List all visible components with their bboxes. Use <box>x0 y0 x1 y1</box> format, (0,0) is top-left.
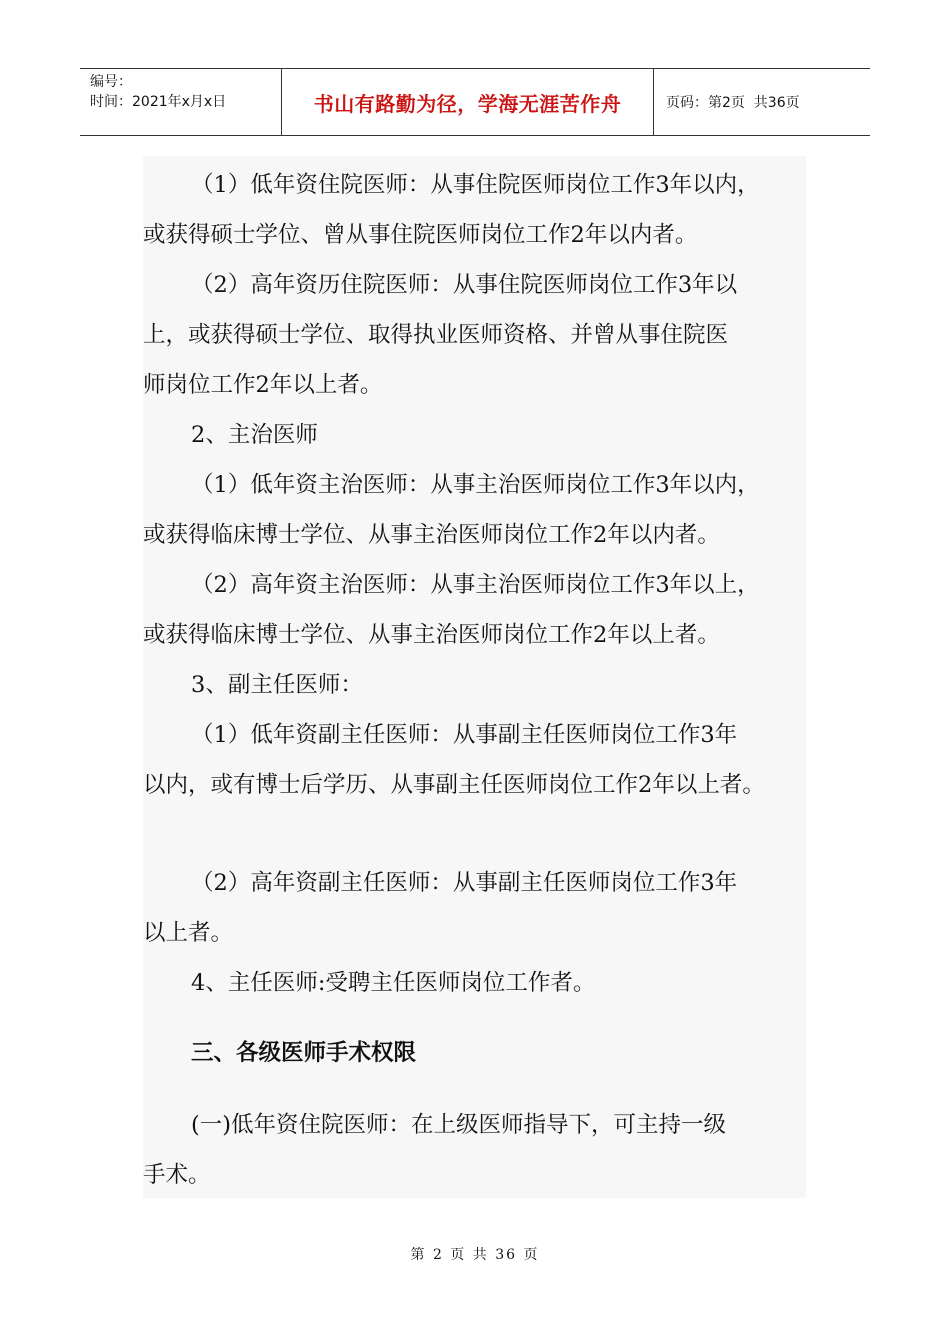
paragraph-line: （1）低年资住院医师：从事住院医师岗位工作3年以内， <box>191 172 760 198</box>
header-meta <box>80 69 282 135</box>
paragraph-line: 以内，或有博士后学历、从事副主任医师岗位工作2年以上者。 <box>143 772 765 798</box>
paragraph-line: 师岗位工作2年以上者。 <box>143 372 383 398</box>
page-footer: 第 2 页 共 36 页 <box>410 1247 540 1263</box>
header-motto: 书山有路勤为径，学海无涯苦作舟 <box>282 69 654 135</box>
paragraph-line: 上，或获得硕士学位、取得执业医师资格、并曾从事住院医 <box>143 322 729 348</box>
paragraph-line: （1）低年资主治医师：从事主治医师岗位工作3年以内， <box>191 472 760 498</box>
number-label: 编号： <box>90 74 132 90</box>
paragraph-line: 手术。 <box>143 1162 211 1188</box>
section-subtitle: 4、主任医师:受聘主任医师岗位工作者。 <box>191 970 596 996</box>
paragraph-line: （1）低年资副主任医师：从事副主任医师岗位工作3年 <box>191 722 738 748</box>
section-heading: 三、各级医师手术权限 <box>191 1040 417 1066</box>
paragraph-line: （2）高年资主治医师：从事主治医师岗位工作3年以上， <box>191 572 760 598</box>
paragraph-line: 或获得临床博士学位、从事主治医师岗位工作2年以上者。 <box>143 622 720 648</box>
paragraph-line: （2）高年资副主任医师：从事副主任医师岗位工作3年 <box>191 870 738 896</box>
paragraph-line: 或获得硕士学位、曾从事住院医师岗位工作2年以内者。 <box>143 222 698 248</box>
page-header <box>80 68 870 136</box>
section-subtitle: 2、主治医师 <box>191 422 318 448</box>
document-body <box>143 156 806 1198</box>
paragraph-line: （2）高年资历住院医师：从事住院医师岗位工作3年以 <box>191 272 738 298</box>
header-page-info <box>654 69 870 135</box>
page-info-text: 页码：第2页 共36页 <box>666 95 800 111</box>
paragraph-line: 以上者。 <box>143 920 234 946</box>
paragraph-line: (一)低年资住院医师：在上级医师指导下，可主持一级 <box>191 1112 727 1138</box>
section-subtitle: 3、副主任医师： <box>191 672 363 698</box>
time-label: 时间：2021年x月x日 <box>90 94 227 110</box>
paragraph-line: 或获得临床博士学位、从事主治医师岗位工作2年以内者。 <box>143 522 720 548</box>
